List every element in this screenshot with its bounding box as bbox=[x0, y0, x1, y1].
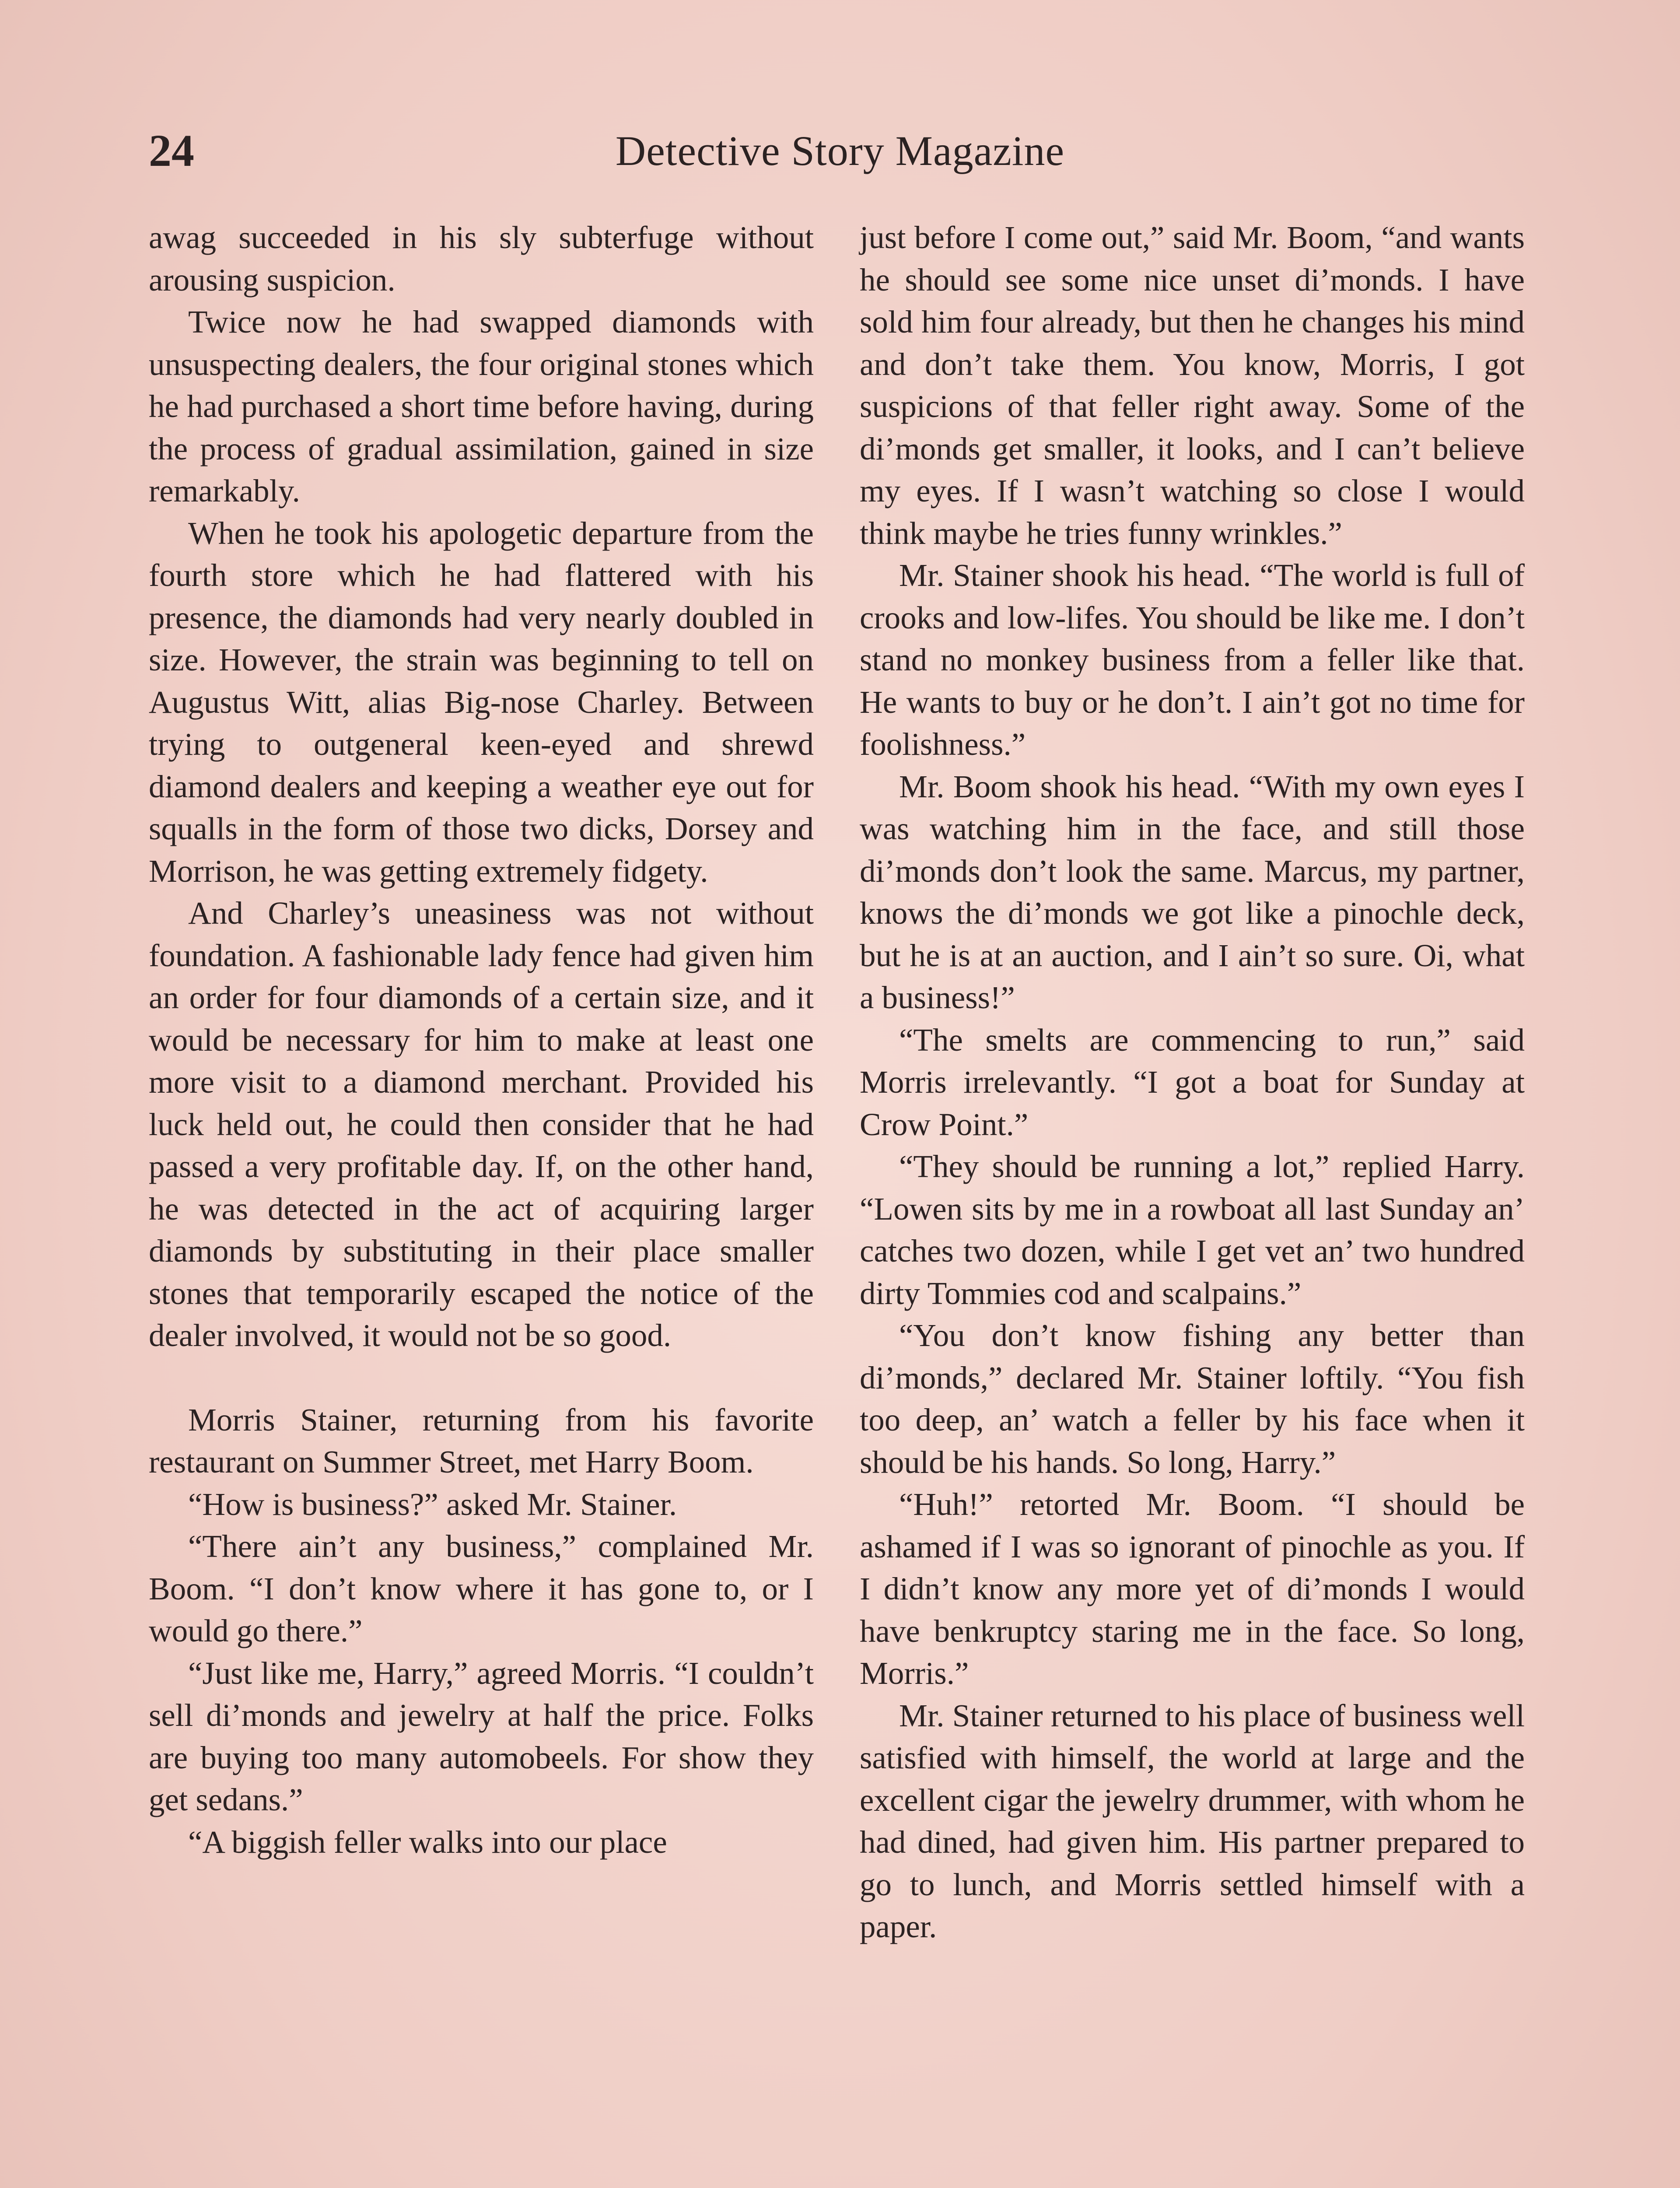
paragraph: just before I come out,” said Mr. Boom, “and wants he should see some nice unset di’monds. I have sold him four already, but then he changes his mind and don’t take them. You know, Morris, I got suspicions of that feller right away. Some of the di’monds get smaller, it looks, and I can’t believe my eyes. If I wasn’t watching so close I would think maybe he tries funny wrinkles.” bbox=[860, 220, 1525, 551]
paragraph: Twice now he had swapped diamonds with unsuspecting dealers, the four original stones which he had purchased a short time before having, during the process of gradual assimilation, gained in size remarkably. bbox=[149, 304, 814, 508]
paragraph: Mr. Boom shook his head. “With my own eyes I was watching him in the face, and still those di’monds don’t look the same. Marcus, my partner, knows the di’monds we got like a pinochle deck, but he is at an auction, and I ain’t so sure. Oi, what a business!” bbox=[860, 768, 1525, 1015]
right-column bbox=[860, 217, 1525, 1948]
magazine-title: Detective Story Magazine bbox=[615, 127, 1065, 174]
section-break bbox=[149, 1357, 814, 1399]
paragraph: Mr. Stainer shook his head. “The world is full of crooks and low-lifes. You should be like me. I don’t stand no monkey business from a feller like that. He wants to buy or he don’t. I ain’t got no time for foolishness.” bbox=[860, 558, 1525, 762]
paragraph: “Just like me, Harry,” agreed Morris. “I couldn’t sell di’monds and jewelry at half the price. Folks are buying too many automobeels. For show they get sedans.” bbox=[149, 1655, 814, 1817]
paragraph: And Charley’s uneasiness was not without foundation. A fashionable lady fence had given him an order for four diamonds of a certain size, and it would be necessary for him to make at least one more visit to a diamond merchant. Provided his luck held out, he could then consider that he had passed a very profitable day. If, on the other hand, he was detected in the act of acquiring larger diamonds by substituting in their place smaller stones that temporarily escaped the notice of the dealer involved, it would not be so good. bbox=[149, 895, 814, 1353]
paragraph: When he took his apologetic departure from the fourth store which he had flattered with his presence, the diamonds had very nearly doubled in size. However, the strain was beginning to tell on Augustus Witt, alias Big-nose Charley. Between trying to outgeneral keen-eyed and shrewd diamond dealers and keeping a weather eye out for squalls in the form of those two dicks, Dorsey and Morrison, he was getting extremely fidgety. bbox=[149, 515, 814, 889]
page-number: 24 bbox=[149, 126, 194, 176]
paragraph: awag succeeded in his sly subterfuge without arousing suspicion. bbox=[149, 220, 814, 298]
paragraph: “How is business?” asked Mr. Stainer. bbox=[188, 1486, 677, 1522]
left-column bbox=[149, 217, 814, 1863]
paragraph: “The smelts are commencing to run,” said Morris irrelevantly. “I got a boat for Sunday at Crow Point.” bbox=[860, 1022, 1525, 1142]
paragraph: “Huh!” retorted Mr. Boom. “I should be ashamed if I was so ignorant of pinochle as you. If I didn’t know any more yet of di’monds I would have benkruptcy staring me in the face. So long, Morris.” bbox=[860, 1487, 1525, 1691]
paragraph: Mr. Stainer returned to his place of business well satisfied with himself, the world at large and the excellent cigar the jewelry drummer, with whom he had dined, had given him. His partner prepared to go to lunch, and Morris settled himself with a paper. bbox=[860, 1697, 1525, 1944]
paragraph: “A biggish feller walks into our place bbox=[188, 1824, 667, 1860]
paragraph: “They should be running a lot,” replied Harry. “Lowen sits by me in a rowboat all last Sunday an’ catches two dozen, while I get vet an’ two hundred dirty Tommies cod and scalpains.” bbox=[860, 1149, 1525, 1311]
paragraph: “You don’t know fishing any better than di’monds,” declared Mr. Stainer loftily. “You fish too deep, an’ watch a feller by his face when it should be his hands. So long, Harry.” bbox=[860, 1318, 1525, 1480]
page-header bbox=[149, 118, 1531, 184]
paragraph: “There ain’t any business,” complained Mr. Boom. “I don’t know where it has gone to, or I would go there.” bbox=[149, 1529, 814, 1648]
paragraph: Morris Stainer, returning from his favorite restaurant on Summer Street, met Harry Boom. bbox=[149, 1402, 814, 1480]
